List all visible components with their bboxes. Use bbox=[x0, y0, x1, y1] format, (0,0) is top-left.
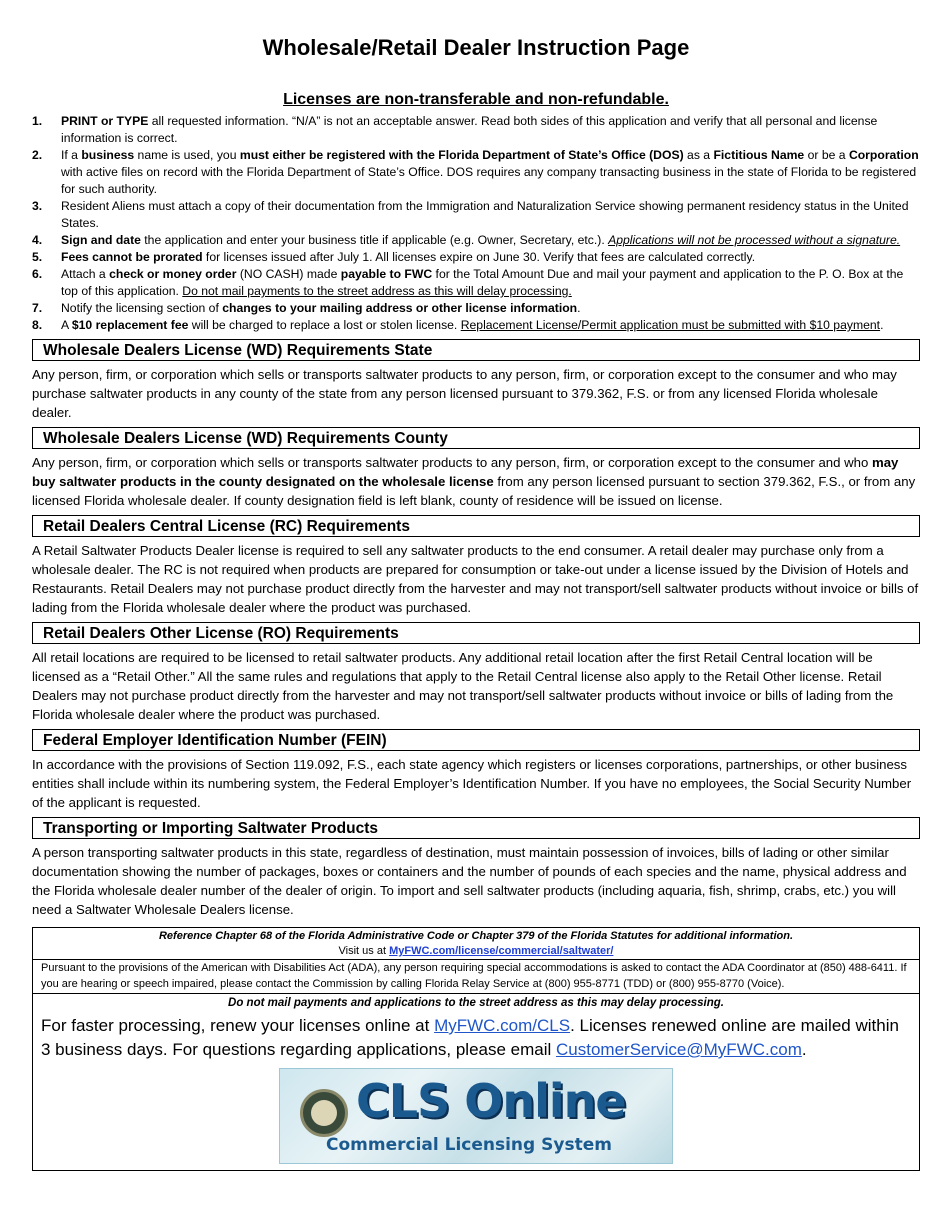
section-heading-transporting: Transporting or Importing Saltwater Products bbox=[32, 817, 920, 839]
section-heading-rc: Retail Dealers Central License (RC) Requirements bbox=[32, 515, 920, 537]
instruction-number: 2. bbox=[32, 148, 43, 162]
instruction-item bbox=[32, 249, 920, 266]
reference-note: Reference Chapter 68 of the Florida Administrative Code or Chapter 379 of the Florida Statutes for additional information. bbox=[158, 930, 794, 942]
section-heading-wd-state: Wholesale Dealers License (WD) Requirements State bbox=[32, 339, 920, 361]
instruction-number: 1. bbox=[32, 114, 43, 128]
visit-prefix: Visit us at bbox=[338, 945, 390, 957]
visit-line bbox=[33, 944, 919, 959]
section-heading-fein: Federal Employer Identification Number (FEIN) bbox=[32, 729, 920, 751]
instruction-text: Sign and date the application and enter your business title if applicable (e.g. Owner, Secretary, etc.). Applications will not be processed without a signature. bbox=[61, 233, 901, 247]
no-mail-notice: Do not mail payments and applications to the street address as this may delay processing. bbox=[228, 997, 724, 1009]
section-heading-ro: Retail Dealers Other License (RO) Requirements bbox=[32, 622, 920, 644]
instruction-number: 3. bbox=[32, 199, 43, 213]
section-body-fein: In accordance with the provisions of Section 119.092, F.S., each state agency which registers or licenses corporations, partnerships, or other business entities shall include within its numbering system, the Federal Employer’s Identification Number. If you have no employees, the Social Security Number of the applicant is requested. bbox=[32, 757, 912, 810]
online-renewal-text bbox=[33, 1012, 919, 1062]
instruction-item bbox=[32, 317, 920, 334]
customer-service-email-link[interactable]: CustomerService@MyFWC.com bbox=[556, 1040, 802, 1059]
section-body-transporting: A person transporting saltwater products in this state, regardless of destination, must maintain possession of invoices, bills of lading or other similar documentation showing the number of packages, boxes or containers and the number of pounds of each species and the name, physical address and the Florida wholesale dealer number of the dealer of origin. To import and sell saltwater products (including aquaria, fish, shrimp, crabs, etc.) you will need a Saltwater Wholesale Dealers license. bbox=[32, 845, 907, 917]
logo-title: CLS Online bbox=[356, 1074, 626, 1128]
section-body-wd-state: Any person, firm, or corporation which sells or transports saltwater products to any person, firm, or corporation except to the consumer and who may purchase saltwater products in any county of the state from any person licensed pursuant to 379.362, F.S. or from any licensed Florida wholesale dealer. bbox=[32, 367, 897, 420]
footer-box bbox=[32, 927, 920, 1171]
instruction-number: 7. bbox=[32, 301, 43, 315]
instruction-item bbox=[32, 113, 920, 147]
page-subtitle: Licenses are non-transferable and non-refundable. bbox=[283, 91, 669, 108]
instruction-item bbox=[32, 147, 920, 198]
logo-subtitle: Commercial Licensing System bbox=[326, 1135, 612, 1155]
section-body-wd-county: Any person, firm, or corporation which sells or transports saltwater products to any person, firm, or corporation except to the consumer and who may buy saltwater products in the county designated on the wholesale license from any person licensed pursuant to section 379.362, F.S., or from any licensed Florida wholesale dealer. If county designation field is left blank, county of residence will be issued on license. bbox=[32, 455, 916, 508]
logo-wrap bbox=[33, 1062, 919, 1170]
instruction-text: Notify the licensing section of changes to your mailing address or other license information. bbox=[61, 301, 581, 315]
instruction-item bbox=[32, 300, 920, 317]
section-body-rc: A Retail Saltwater Products Dealer license is required to sell any saltwater products to the end consumer. A retail dealer may purchase only from a wholesale dealer. The RC is not required when products are prepared for consumption or take-out under a license issued by the Division of Hotels and Restaurants. Retail Dealers may not purchase product directly from the harvester and may not transport/sell saltwater products without invoice or bills of lading from the Florida wholesale dealer where the product was purchased. bbox=[32, 543, 919, 615]
page-title: Wholesale/Retail Dealer Instruction Page bbox=[262, 35, 690, 60]
instruction-number: 4. bbox=[32, 233, 43, 247]
online-renewal-text-3: . bbox=[801, 1040, 807, 1059]
instruction-text: A $10 replacement fee will be charged to replace a lost or stolen license. Replacement License/Permit application must be submitted with $10 payment. bbox=[61, 318, 884, 332]
online-renewal-text-2: . Licenses renewed online are mailed within 3 business days. For questions regarding applications, please email bbox=[41, 1016, 899, 1059]
section-heading-wd-county: Wholesale Dealers License (WD) Requirements County bbox=[32, 427, 920, 449]
instruction-text: PRINT or TYPE all requested information. “N/A” is not an acceptable answer. Read both sides of this application and verify that all personal and license information is correct. bbox=[61, 114, 878, 145]
instruction-text: If a business name is used, you must either be registered with the Florida Department of State’s Office (DOS) as a Fictitious Name or be a Corporation with active files on record with the Florida Department of State’s Office. DOS requires any company transacting business in the state of Florida to be registered for such authority. bbox=[61, 148, 919, 196]
instruction-item bbox=[32, 198, 920, 232]
fwc-seal-icon bbox=[300, 1089, 348, 1137]
cls-online-logo[interactable] bbox=[279, 1068, 673, 1164]
cls-link[interactable]: MyFWC.com/CLS bbox=[434, 1016, 571, 1035]
instruction-item bbox=[32, 232, 920, 249]
instruction-number: 8. bbox=[32, 318, 43, 332]
online-renewal-text-1: For faster processing, renew your licenses online at bbox=[41, 1016, 435, 1035]
instruction-number: 5. bbox=[32, 250, 43, 264]
instruction-page bbox=[32, 30, 920, 1171]
instruction-text: Resident Aliens must attach a copy of their documentation from the Immigration and Naturalization Service showing permanent residency status in the United States. bbox=[61, 199, 909, 230]
saltwater-license-link[interactable]: MyFWC.com/license/commercial/saltwater/ bbox=[389, 945, 614, 957]
instruction-item bbox=[32, 266, 920, 300]
section-body-ro: All retail locations are required to be licensed to retail saltwater products. Any additional retail location after the first Retail Central location will be licensed as a “Retail Other.” All the same rules and regulations that apply to the Retail Central license also apply to the Retail Other license. Retail Dealers may not purchase product directly from the harvester and may not transport/sell saltwater products without invoice or bills of lading from the Florida wholesale dealer where the product was purchased. bbox=[32, 650, 894, 722]
instruction-text: Attach a check or money order (NO CASH) made payable to FWC for the Total Amount Due and mail your payment and application to the P. O. Box at the top of this application. Do not mail payments to the street address as this will delay processing. bbox=[61, 267, 904, 298]
instruction-number: 6. bbox=[32, 267, 43, 281]
instruction-text: Fees cannot be prorated for licenses issued after July 1. All licenses expire on June 30. Verify that fees are calculated correctly. bbox=[61, 250, 756, 264]
instruction-list bbox=[32, 113, 920, 334]
ada-notice: Pursuant to the provisions of the American with Disabilities Act (ADA), any person requiring special accommodations is asked to contact the ADA Coordinator at (850) 488-6411. If you are hearing or speech impaired, please contact the Commission by calling Florida Relay Service at (800) 955-8771 (TDD) or (800) 955-8770 (Voice). bbox=[33, 959, 919, 994]
